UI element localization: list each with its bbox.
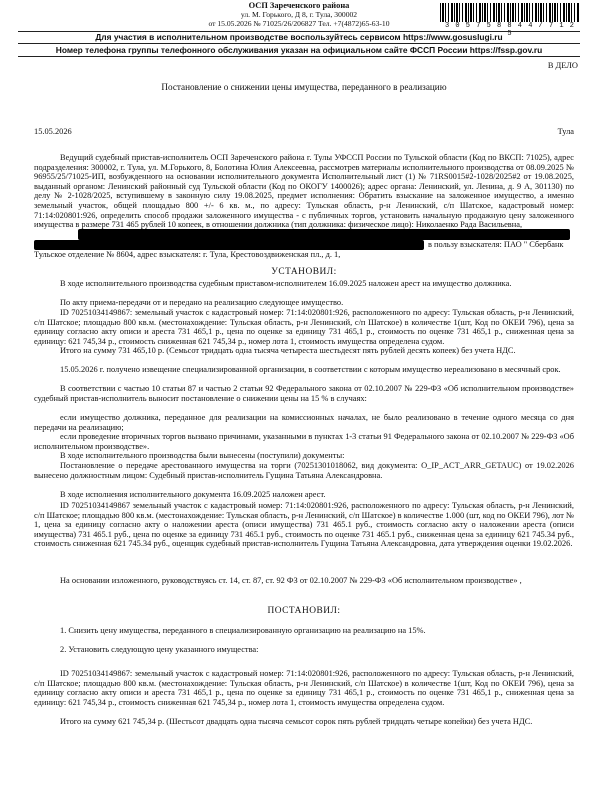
paragraph: В ходе исполнительного производства судебным приставом-исполнителем 16.09.2025 наложен арест на имущество должника. <box>60 279 512 288</box>
claimant-name: в пользу взыскателя: ПАО " Сбербанк <box>428 240 564 249</box>
paragraph: В ходе исполнительного производства были вынесены (поступили) документы: <box>60 451 345 460</box>
paragraph: Постановление о передаче арестованного имущества на торги (70251301018062, вид документа: O_IP_ACT_ARR_GETAUC) от 19.02.2026 вынесено должностным лицом: Судебный пристав-исполнитель Гущина Татьяна Александровна. <box>34 461 574 480</box>
paragraph: По акту приема-передачи от и передано на реализацию следующее имущество. <box>60 298 344 307</box>
resolution-item: 2. Установить следующую цену указанного имущества: <box>60 645 259 654</box>
paragraph: Итого на сумму 621 745,34 р. (Шестьсот двадцать одна тысяча семьсот сорок пять рублей тридцать четыре копейки) без учета НДС. <box>60 717 533 726</box>
issuer-reference: от 15.05.2026 № 71025/26/206827 Тел. +7(4872)65-63-10 <box>208 19 390 28</box>
claimant-address: Тульское отделение № 8604, адрес взыскателя: г. Тула, Крестовоздвиженская пл., д. 1, <box>34 250 341 259</box>
property-item: ID 70251034149867: земельный участок с кадастровый номер: 71:14:020801:926, расположенного по адресу: Тульская область, р-н Ленинский, с/п Шатское; площадью 800 кв.м. (местонахождение: Тульская область, р-н Ленинский, с/п Шатское) в количестве 1(шт, Код по ОКЕИ 796), цена за единицу согласно акту описи и ареста 731 465,1 р., цена по оценке за единицу 731 465,1 р., стоимость по оценке 731 465,1 р., сниженная цена за единицу: 621 745,34 р., стоимость сниженная 621 745,34 р., номер лота 1, стоимость имущества определена судом. <box>34 669 574 707</box>
paragraph: если проведение вторичных торгов вызвано причинами, указанными в пунктах 1-3 статьи 91 Федерального закона от 02.10.2007 № 229-ФЗ «Об исполнительном производстве». <box>34 432 574 451</box>
paragraph: На основании изложенного, руководствуясь ст. 14, ст. 87, ст. 92 ФЗ от 02.10.2007 № 229-ФЗ «Об исполнительном производстве» , <box>60 576 522 585</box>
redaction-bar <box>34 240 424 250</box>
divider <box>18 56 580 57</box>
paragraph: если имущество должника, переданное для реализации на комиссионных началах, не было реализовано в течение одного месяца со дня передачи на реализацию; <box>34 413 574 432</box>
property-item: ID 70251034149867 земельный участок с кадастровый номер: 71:14:020801:926, расположенного по адресу: Тульская область, р-н Ленинский, с/п Шатское; площадью 800 кв.м. (местонахождение: Тульская область, р-н Ленинский, с/п Шатское) в количестве 1.000 (шт, код по ОКЕИ 796), лот № 1, цена за единицу согласно акту о наложении ареста (описи имущества) 731 465.1 руб., стоимость согласно акту о наложении ареста (описи имущества) 731 465.1 руб., цена по оценке за единицу 731 465.1 руб., стоимость по оценке 731 465.1 руб., сниженная цена за единицу 621 745.34 руб., стоимость сниженная 621 745.34 руб., оценщик судебный пристав-исполнитель Гущина Татьяна Александровна, дата утверждения оценки 19.02.2026. <box>34 501 574 549</box>
barcode-number: 3 0 5 7 5 8 8 4 4 / 7 1 2 5 <box>444 22 576 38</box>
redaction-bar <box>78 229 570 240</box>
paragraph: В соответствии с частью 10 статьи 87 и частью 2 статьи 92 Федерального закона от 02.10.2007 № 229-ФЗ «Об исполнительном производстве» судебный пристав-исполнитель выносит постановление о снижении цены на 15 % в случаях: <box>34 384 574 403</box>
paragraph: В ходе исполнения исполнительного документа 16.09.2025 наложен арест. <box>60 490 326 499</box>
section-heading-ustanovil: УСТАНОВИЛ: <box>271 267 337 277</box>
document-title: Постановление о снижении цены имущества, переданного в реализацию <box>161 82 447 92</box>
intro-paragraph: Ведущий судебный пристав-исполнитель ОСП Зареченского района г. Тулы УФССП России по Тульской области (Код по ВКСП: 71025), адрес подразделения: 300002, г. Тула, ул. М.Горького, 8, Болотина Юлия Алексеевна, рассмотрев материалы исполнительного производства от 08.09.2025 № 96955/25/71025-ИП, возбужденного на основании исполнительного документа Исполнительный лист (1) № 71RS0015#2-1028/2025#2 от 19.08.2025, выданный органом: Ленинский районный суд Тульской области (Код по ОКОГУ 1400026); адрес органа: Ленинский, ул. Ленина, д. 9 А, 301130) по делу № 2-1028/2025, вступившему в законную силу 19.08.2025, предмет исполнения: Обратить взыскание на заложенное имущество, а именно земельный участок, общей площадью 800 +/- 6 кв. м., по адресу: Тульская область, р-н Ленинский, с/п Шатское, кадастровый номер: 71:14:020801:926, определить способ продажи заложенного имущества - с публичных торгов, установить начальную продажную цену заложенного имущества в размере 731 465 рублей 10 копеек, в отношении должника (тип должника: физическое лицо): Николаенко Рада Васильевна, <box>34 153 574 230</box>
issuer-address: ул. М. Горького, Д 8, г. Тула, 300002 <box>240 10 358 19</box>
paragraph: 15.05.2026 г. получено извещение специализированной организации, в соответствии с которым имущество нереализовано в месячный срок. <box>60 365 561 374</box>
barcode-image <box>440 3 580 22</box>
resolution-item: 1. Снизить цену имущества, переданного в специализированную организацию на реализацию на 15%. <box>60 626 426 635</box>
gosuslugi-note: Для участия в исполнительном производстве воспользуйтесь сервисом https://www.gosuslugi.ru <box>95 32 503 42</box>
paragraph: Итого на сумму 731 465,10 р. (Семьсот тридцать одна тысяча четыреста шестьдесят пять рублей десять копеек) без учета НДС. <box>60 346 516 355</box>
document-city: Тула <box>557 127 574 136</box>
divider <box>18 43 580 44</box>
document-date: 15.05.2026 <box>34 127 72 136</box>
property-item: ID 70251034149867: земельный участок с кадастровый номер: 71:14:020801:926, расположенного по адресу: Тульская область, р-н Ленинский, с/п Шатское; площадью 800 кв.м. (местонахождение: Тульская область, р-н Ленинский, с/п Шатское) в количестве 1(шт, Код по ОКЕИ 796), цена за единицу согласно акту описи и ареста 731 465,1 р., цена по оценке за единицу 731 465,1 р., стоимость по оценке 731 465,1 р., сниженная цена за единицу: 621 745,34 р., стоимость сниженная 621 745,34 р., номер лота 1, стоимость имущества определена судом. <box>34 308 574 346</box>
issuer-name: ОСП Зареченского района <box>248 1 350 10</box>
section-heading-postanovil: ПОСТАНОВИЛ: <box>267 606 341 616</box>
stamp-in-file: В ДЕЛО <box>547 61 578 70</box>
phone-note: Номер телефона группы телефонного обслуживания указан на официальном сайте ФССП России https://fssp.gov.ru <box>55 45 543 55</box>
